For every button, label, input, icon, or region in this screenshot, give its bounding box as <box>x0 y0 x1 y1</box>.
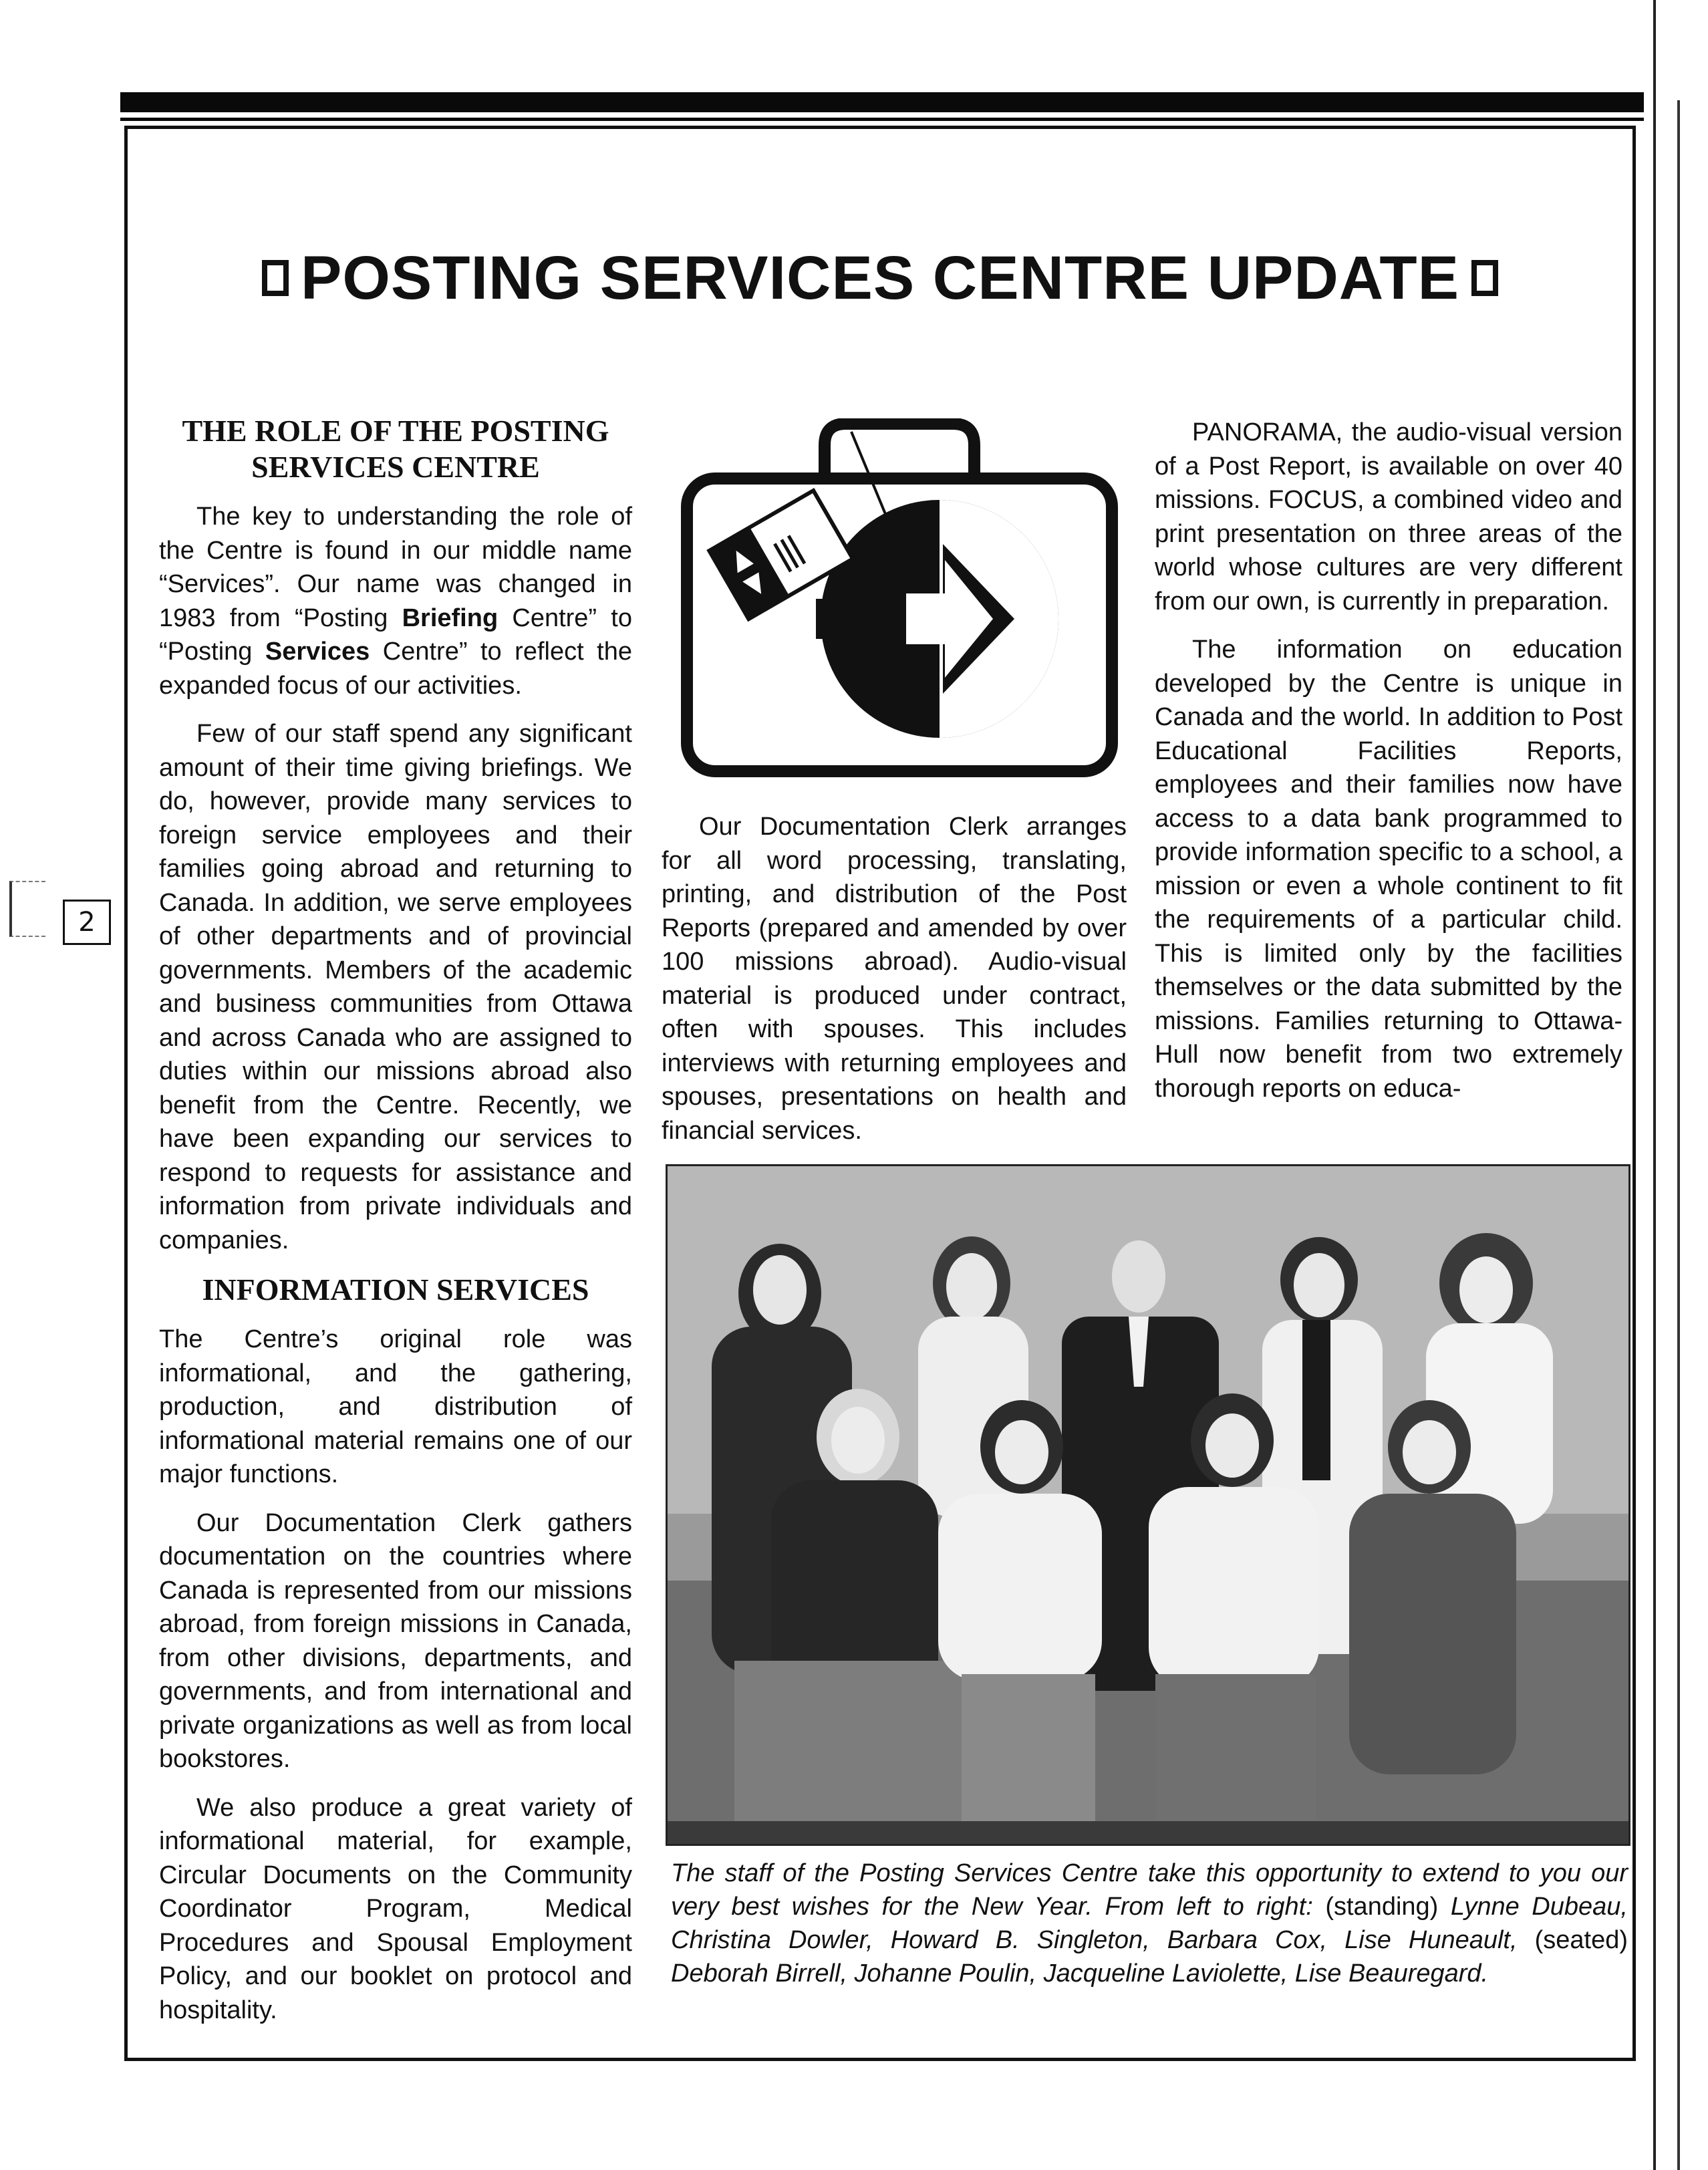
photo-caption: The staff of the Posting Services Centre take this opportunity to extend to you our very best wishes for the New Year. From left to right: (standing) Lynne Dubeau, Christina Dowler, Howard B. Singleton, Barbara Cox, Lise Huneault, (seated) Deborah Birrell, Johanne Poulin, Jacqueline Laviolette, Lise Beauregard. <box>671 1859 1628 1988</box>
staff-group-photo <box>666 1164 1630 1846</box>
page-title-row <box>124 244 1636 312</box>
photo-illustration <box>668 1166 1630 1846</box>
heading-role: THE ROLE OF THE POSTING SERVICES CENTRE <box>182 414 609 484</box>
title-box-right-icon <box>1471 260 1498 296</box>
column-right <box>1155 416 1622 1120</box>
paragraph-info-3: We also produce a great variety of informational material, for example, Circular Documents on the Community Coordinator Program, Medical Procedures and Spousal Employment Policy, and our booklet on protocol and hospitality. <box>159 1793 632 2024</box>
paragraph-role-1: The key to understanding the role of the Centre is found in our middle name “Services”. Our name was changed in 1983 from “Posting Briefing Centre” to “Posting Services Centre” to reflect the expanded focus of our activities. <box>159 503 632 700</box>
heading-information-services: INFORMATION SERVICES <box>202 1272 589 1307</box>
scan-margin-mark <box>9 881 45 937</box>
paragraph-panorama: PANORAMA, the audio-visual version of a Post Report, is available on over 40 missions. FOCUS, a combined video and print presentation on three areas of the world whose cultures are very different from our own, is currently in preparation. <box>1155 418 1622 616</box>
paragraph-education: The information on education developed by the Centre is unique in Canada and the world. In addition to Post Educational Facilities Reports, employees and their families now have access to a data bank programmed to provide information specific to a school, a mission or even a whole continent to fit the requirements of a particular child. This is limited only by the facilities themselves or the data submitted by the missions. Families returning to Ottawa-Hull now benefit from two extremely thorough reports on educa- <box>1155 636 1622 1103</box>
page-number: 2 <box>63 900 111 945</box>
paragraph-documentation-clerk: Our Documentation Clerk arranges for all word processing, translating, printing, and distribution of the Post Reports (prepared and amended by over 100 missions abroad). Audio-visual material is produced under contract, often with spouses. This includes interviews with returning employees and spouses, presentations on health and financial services. <box>662 813 1127 1145</box>
top-rule-thin <box>120 118 1644 121</box>
binding-edge <box>1653 0 1656 2170</box>
column-middle <box>662 810 1127 1162</box>
page-title: POSTING SERVICES CENTRE UPDATE <box>301 244 1459 312</box>
top-rule <box>120 92 1644 112</box>
column-left <box>159 413 632 2042</box>
title-box-left-icon <box>262 260 289 296</box>
binding-edge-inner <box>1677 100 1680 2170</box>
paragraph-info-1: The Centre’s original role was informational, and the gathering, production, and distribution of informational material remains one of our major functions. <box>159 1325 632 1488</box>
suitcase-arrow-icon <box>679 418 1120 779</box>
paragraph-info-2: Our Documentation Clerk gathers documentation on the countries where Canada is represented from our missions abroad, from foreign missions in Canada, from other divisions, departments, and governments, and from international and private organizations as well as from local bookstores. <box>159 1508 632 1773</box>
paragraph-role-2: Few of our staff spend any significant amount of their time giving briefings. We do, however, provide many services to foreign service employees and their families going abroad and returning to Canada. In addition, we serve employees of other departments and of provincial governments. Members of the academic and business communities from Ottawa and across Canada who are assigned to duties within our missions abroad also benefit from the Centre. Recently, we have been expanding our services to respond to requests for assistance and information from private individuals and companies. <box>159 720 632 1254</box>
